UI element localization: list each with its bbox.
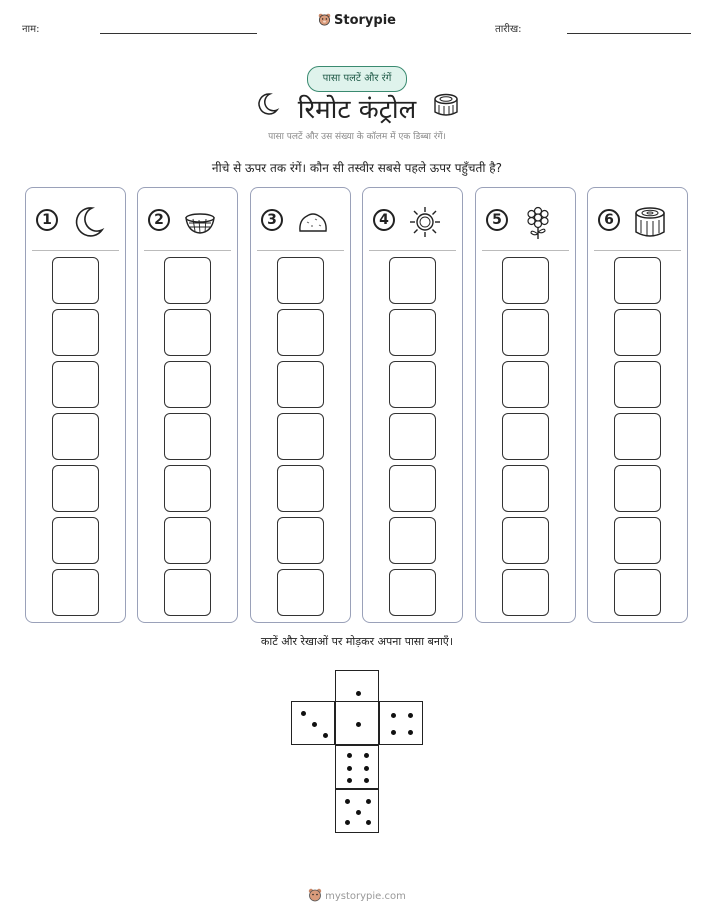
color-box[interactable] [614,309,661,356]
color-box[interactable] [164,361,211,408]
color-box[interactable] [389,413,436,460]
page-title: रिमोट कंट्रोल [297,95,417,125]
bear-logo-icon [308,888,322,902]
cut-instruction: काटें और रेखाओं पर मोड़कर अपना पासा बनाएँ। [260,635,454,648]
color-box[interactable] [164,569,211,616]
activity-tag: पासा पलटें और रंगें [307,66,407,92]
color-box[interactable] [614,517,661,564]
brand-name: Storypie [334,13,396,28]
die-pip [366,799,371,804]
die-pip [301,711,306,716]
die-pip [347,778,352,783]
flower-icon [520,204,556,240]
color-box[interactable] [614,413,661,460]
die-pip [345,799,350,804]
column-number: 5 [486,209,508,231]
color-box[interactable] [277,309,324,356]
color-box[interactable] [277,465,324,512]
color-box[interactable] [502,569,549,616]
die-face-3 [291,701,335,745]
color-box[interactable] [389,309,436,356]
color-box[interactable] [164,465,211,512]
die-pip [323,733,328,738]
column-5 [475,187,576,623]
color-box[interactable] [164,257,211,304]
color-box[interactable] [389,361,436,408]
die-pip [356,691,361,696]
die-face-6 [335,745,379,789]
column-3 [250,187,351,623]
die-pip [364,778,369,783]
column-number: 2 [148,209,170,231]
color-box[interactable] [389,257,436,304]
color-box[interactable] [614,257,661,304]
die-pip [347,753,352,758]
color-box[interactable] [164,517,211,564]
color-box[interactable] [502,361,549,408]
color-box[interactable] [502,413,549,460]
instruction-text: नीचे से ऊपर तक रंगें। कौन सी तस्वीर सबसे पहले ऊपर पहुँचती है? [211,161,503,175]
footer [0,888,714,902]
color-box[interactable] [389,465,436,512]
color-box[interactable] [614,569,661,616]
color-box[interactable] [389,569,436,616]
color-box[interactable] [502,465,549,512]
die-pip [391,713,396,718]
color-box[interactable] [164,413,211,460]
die-pip [408,713,413,718]
column-1 [25,187,126,623]
die-pip [366,820,371,825]
color-box[interactable] [614,465,661,512]
color-box[interactable] [52,413,99,460]
color-box[interactable] [164,309,211,356]
brand-logo [0,13,714,28]
color-box[interactable] [277,257,324,304]
date-line[interactable] [567,33,691,34]
subtitle: पासा पलटें और उस संख्या के कॉलम में एक डिब्बा रंगें। [268,132,446,142]
die-face-5 [335,789,379,833]
date-label: तारीख: [495,24,522,35]
color-box[interactable] [52,309,99,356]
color-box[interactable] [52,569,99,616]
column-number: 3 [261,209,283,231]
column-divider [594,250,681,251]
color-box[interactable] [277,517,324,564]
die-pip [312,722,317,727]
die-face-4 [379,701,423,745]
column-divider [32,250,119,251]
color-box[interactable] [614,361,661,408]
die-pip [364,766,369,771]
moon-icon [70,204,106,240]
sun-icon [407,204,443,240]
die-pip [391,730,396,735]
column-divider [257,250,344,251]
die-face-1 [335,701,379,745]
color-box[interactable] [502,309,549,356]
color-box[interactable] [52,517,99,564]
color-box[interactable] [52,257,99,304]
color-box[interactable] [277,361,324,408]
color-box[interactable] [277,413,324,460]
die-pip [364,753,369,758]
column-divider [369,250,456,251]
bear-logo-icon [318,13,331,26]
color-box[interactable] [502,257,549,304]
color-box[interactable] [277,569,324,616]
column-2 [137,187,238,623]
column-number: 1 [36,209,58,231]
footer-url[interactable]: mystorypie.com [325,891,406,902]
die-pip [408,730,413,735]
column-divider [144,250,231,251]
column-number: 6 [598,209,620,231]
die-pip [347,766,352,771]
column-number: 4 [373,209,395,231]
color-box[interactable] [52,465,99,512]
basket-icon [182,204,218,240]
name-line[interactable] [100,33,257,34]
rock-icon [295,204,331,240]
color-box[interactable] [502,517,549,564]
name-label: नाम: [22,24,40,35]
log-icon [632,204,668,240]
column-6 [587,187,688,623]
die-pip [345,820,350,825]
die-pip [356,722,361,727]
color-box[interactable] [389,517,436,564]
die-pip [356,810,361,815]
log-icon [432,92,460,118]
column-divider [482,250,569,251]
column-4 [362,187,463,623]
color-box[interactable] [52,361,99,408]
